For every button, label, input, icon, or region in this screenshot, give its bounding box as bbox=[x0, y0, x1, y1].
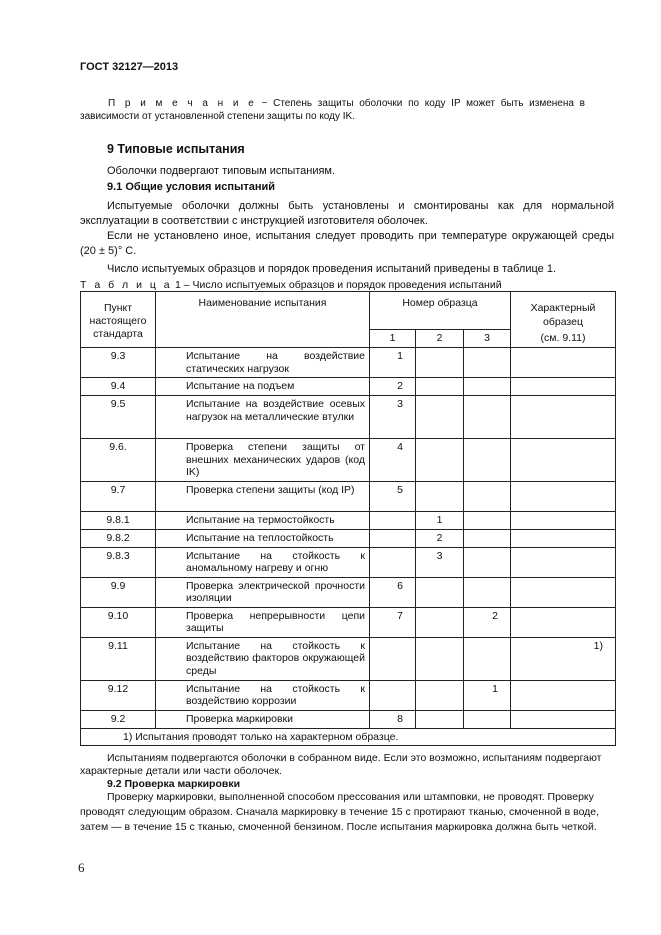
cell-sample-1: 7 bbox=[370, 607, 416, 637]
cell-sample-2 bbox=[416, 637, 464, 680]
cell-clause: 9.8.1 bbox=[81, 511, 156, 529]
note-text: − Степень защиты оболочки по коду IP может быть изменена в зависимости от установленной степени защиты по коду IK. bbox=[80, 98, 585, 122]
cell-test-name: Испытание на стойкость к аномальному нагреву и огню bbox=[156, 547, 370, 577]
cell-test-name: Испытание на воздействие осевых нагрузок на металлические втулки bbox=[156, 396, 370, 439]
cell-clause: 9.7 bbox=[81, 481, 156, 511]
cell-typical bbox=[511, 378, 616, 396]
cell-sample-2: 1 bbox=[416, 511, 464, 529]
cell-typical bbox=[511, 396, 616, 439]
table-row bbox=[81, 348, 616, 378]
cell-sample-3 bbox=[464, 511, 511, 529]
cell-sample-1: 4 bbox=[370, 439, 416, 482]
cell-clause: 9.8.2 bbox=[81, 529, 156, 547]
cell-sample-3 bbox=[464, 481, 511, 511]
cell-clause: 9.6. bbox=[81, 439, 156, 482]
cell-typical bbox=[511, 577, 616, 607]
cell-sample-2: 2 bbox=[416, 529, 464, 547]
table-row bbox=[81, 481, 616, 511]
header-typical-label: Характерный образец bbox=[530, 302, 596, 328]
cell-sample-1: 1 bbox=[370, 348, 416, 378]
section-9-2-paragraph: Проверку маркировки, выполненной способом прессования или штамповки, не проводят. Проверку проводят следующим образом. Сначала маркировку в течение 15 с протирают тканью, смоченной в воде, затем — в течение 15 с тканью, смоченной бензином. После испытания маркировка должна быть четкой. bbox=[80, 791, 600, 833]
cell-typical bbox=[511, 439, 616, 482]
cell-test-name: Проверка маркировки bbox=[156, 710, 370, 728]
cell-sample-3 bbox=[464, 577, 511, 607]
table-row bbox=[81, 637, 616, 680]
cell-test-name: Проверка электрической прочности изоляции bbox=[156, 577, 370, 607]
section-9-title: 9 Типовые испытания bbox=[107, 142, 245, 156]
cell-sample-2 bbox=[416, 439, 464, 482]
cell-sample-2 bbox=[416, 680, 464, 710]
cell-sample-2 bbox=[416, 710, 464, 728]
table-row bbox=[81, 439, 616, 482]
cell-clause: 9.3 bbox=[81, 348, 156, 378]
header-typical-ref: (см. 9.11) bbox=[540, 332, 586, 344]
cell-test-name: Испытание на подъем bbox=[156, 378, 370, 396]
header-sample-1: 1 bbox=[370, 330, 416, 348]
cell-clause: 9.10 bbox=[81, 607, 156, 637]
note-label: П р и м е ч а н и е bbox=[108, 98, 256, 109]
table-row bbox=[81, 529, 616, 547]
section-9-1-title: 9.1 Общие условия испытаний bbox=[107, 181, 276, 193]
table-row bbox=[81, 396, 616, 439]
cell-clause: 9.4 bbox=[81, 378, 156, 396]
cell-sample-1: 2 bbox=[370, 378, 416, 396]
table-row bbox=[81, 577, 616, 607]
cell-sample-3: 2 bbox=[464, 607, 511, 637]
section-9-2-title: 9.2 Проверка маркировки bbox=[107, 778, 241, 790]
cell-clause: 9.5 bbox=[81, 396, 156, 439]
table-row bbox=[81, 607, 616, 637]
cell-sample-3 bbox=[464, 348, 511, 378]
header-sample-number: Номер образца bbox=[370, 292, 511, 330]
cell-typical bbox=[511, 529, 616, 547]
table-row bbox=[81, 680, 616, 710]
cell-clause: 9.8.3 bbox=[81, 547, 156, 577]
after-table-paragraph: Испытаниям подвергаются оболочки в собранном виде. Если это возможно, испытаниям подвергают характерные детали или части оболочек. bbox=[80, 752, 602, 777]
section-9-1-paragraph-3: Число испытуемых образцов и порядок проведения испытаний приведены в таблице 1. bbox=[107, 263, 557, 275]
cell-clause: 9.12 bbox=[81, 680, 156, 710]
cell-sample-3: 1 bbox=[464, 680, 511, 710]
tests-table bbox=[80, 291, 616, 746]
section-9-1-paragraph-1: Испытуемые оболочки должны быть установлены и смонтированы как для нормальной эксплуатации в соответствии с инструкцией изготовителя оболочек. bbox=[80, 200, 614, 227]
cell-sample-3 bbox=[464, 396, 511, 439]
header-clause: Пункт настоящего стандарта bbox=[81, 292, 156, 348]
table-caption bbox=[80, 279, 502, 291]
cell-sample-1 bbox=[370, 529, 416, 547]
cell-sample-3 bbox=[464, 439, 511, 482]
cell-test-name: Проверка непрерывности цепи защиты bbox=[156, 607, 370, 637]
cell-typical bbox=[511, 481, 616, 511]
cell-typical bbox=[511, 547, 616, 577]
table-row bbox=[81, 378, 616, 396]
cell-test-name: Проверка степени защиты (код IP) bbox=[156, 481, 370, 511]
cell-sample-1 bbox=[370, 680, 416, 710]
table-caption-label: Т а б л и ц а bbox=[80, 279, 173, 291]
cell-sample-3 bbox=[464, 378, 511, 396]
table-row bbox=[81, 710, 616, 728]
cell-clause: 9.9 bbox=[81, 577, 156, 607]
header-sample-3: 3 bbox=[464, 330, 511, 348]
cell-sample-1: 3 bbox=[370, 396, 416, 439]
cell-sample-2 bbox=[416, 481, 464, 511]
cell-typical: 1) bbox=[511, 637, 616, 680]
cell-sample-2 bbox=[416, 378, 464, 396]
cell-typical bbox=[511, 348, 616, 378]
cell-test-name: Испытание на стойкость к воздействию факторов окружающей среды bbox=[156, 637, 370, 680]
cell-sample-2: 3 bbox=[416, 547, 464, 577]
table-row bbox=[81, 511, 616, 529]
cell-sample-1 bbox=[370, 547, 416, 577]
cell-sample-1 bbox=[370, 637, 416, 680]
cell-typical bbox=[511, 710, 616, 728]
header-sample-2: 2 bbox=[416, 330, 464, 348]
cell-sample-2 bbox=[416, 607, 464, 637]
cell-sample-3 bbox=[464, 637, 511, 680]
note-paragraph bbox=[80, 97, 585, 123]
cell-sample-3 bbox=[464, 529, 511, 547]
table-row bbox=[81, 547, 616, 577]
page-number: 6 bbox=[78, 860, 85, 875]
table-caption-text: 1 – Число испытуемых образцов и порядок проведения испытаний bbox=[172, 279, 502, 291]
cell-test-name: Испытание на воздействие статических нагрузок bbox=[156, 348, 370, 378]
document-header-code: ГОСТ 32127—2013 bbox=[80, 61, 179, 73]
cell-typical bbox=[511, 511, 616, 529]
section-9-1-paragraph-2: Если не установлено иное, испытания следует проводить при температуре окружающей среды (20 ± 5)° С. bbox=[80, 230, 614, 257]
cell-sample-3 bbox=[464, 710, 511, 728]
table-footnote: 1) Испытания проводят только на характерном образце. bbox=[81, 728, 616, 745]
section-9-intro: Оболочки подвергают типовым испытаниям. bbox=[107, 165, 336, 177]
cell-sample-2 bbox=[416, 348, 464, 378]
cell-test-name: Испытание на термостойкость bbox=[156, 511, 370, 529]
cell-clause: 9.11 bbox=[81, 637, 156, 680]
cell-sample-1: 8 bbox=[370, 710, 416, 728]
cell-test-name: Испытание на стойкость к воздействию коррозии bbox=[156, 680, 370, 710]
cell-typical bbox=[511, 607, 616, 637]
header-test-name: Наименование испытания bbox=[156, 292, 370, 348]
cell-test-name: Проверка степени защиты от внешних механических ударов (код IK) bbox=[156, 439, 370, 482]
cell-sample-2 bbox=[416, 577, 464, 607]
cell-test-name: Испытание на теплостойкость bbox=[156, 529, 370, 547]
cell-clause: 9.2 bbox=[81, 710, 156, 728]
header-typical-sample bbox=[511, 292, 616, 348]
cell-sample-3 bbox=[464, 547, 511, 577]
cell-sample-1: 6 bbox=[370, 577, 416, 607]
cell-typical bbox=[511, 680, 616, 710]
cell-sample-1: 5 bbox=[370, 481, 416, 511]
cell-sample-1 bbox=[370, 511, 416, 529]
cell-sample-2 bbox=[416, 396, 464, 439]
